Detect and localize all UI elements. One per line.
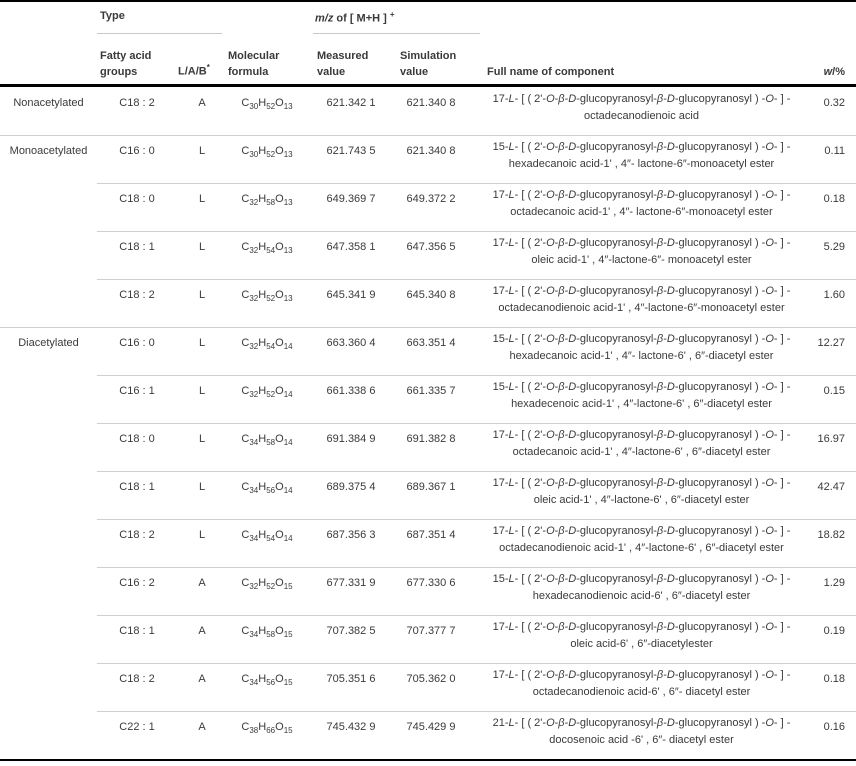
table-row [0, 183, 856, 231]
formula-header-line2: formula [228, 66, 269, 78]
table-row [0, 423, 856, 471]
full-name-line1: 17-L- [ ( 2'-O-β-D-glucopyranosyl-β-D-glucopyranosyl ) -O- ] - [492, 669, 791, 681]
table-row [0, 87, 856, 135]
full-name-line1: 17-L- [ ( 2'-O-β-D-glucopyranosyl-β-D-glucopyranosyl ) -O- ] - [492, 189, 791, 201]
fatty-acid-cell: C16 : 0 [119, 145, 155, 157]
weight-percent-cell: 18.82 [817, 529, 845, 541]
weight-percent-cell: 0.32 [823, 97, 845, 109]
molecular-formula-cell: $C_{34}H_{56}O_{15}$ [241, 673, 293, 688]
table-row [0, 135, 856, 183]
measured-value-header [307, 48, 395, 84]
mz-group-header [313, 2, 480, 34]
simulation-value-cell: 621.340 8 [406, 97, 456, 109]
molecular-formula-cell: $C_{32}H_{52}O_{13}$ [241, 289, 293, 304]
weight-percent-cell: 0.18 [823, 193, 845, 205]
full-name-line2: oleic acid-1' , 4″-lactone-6″- monoacetyl ester [531, 254, 752, 266]
lab-cell: L [198, 337, 206, 349]
weight-percent-cell: 0.19 [823, 625, 845, 637]
weight-percent-cell: 0.15 [823, 385, 845, 397]
simulation-value-cell: 649.372 2 [406, 193, 456, 205]
fatty-acid-cell: C18 : 2 [119, 97, 155, 109]
measured-value-cell: 745.432 9 [326, 721, 376, 733]
lab-cell: L [198, 289, 206, 301]
measured-value-cell: 621.743 5 [326, 145, 376, 157]
full-name-header [485, 64, 812, 84]
full-name-line2: octadecanodienoic acid-1' , 4″-lactone-6' , 6″-diacetyl ester [499, 542, 784, 554]
full-name-cell [485, 423, 812, 471]
full-name-line1: 15-L- [ ( 2'-O-β-D-glucopyranosyl-β-D-glucopyranosyl ) -O- ] - [492, 573, 791, 585]
row-separator [97, 567, 856, 568]
row-separator [97, 183, 856, 184]
weight-percent-cell: 42.47 [817, 481, 845, 493]
fatty-acid-cell: C22 : 1 [119, 721, 155, 733]
lab-cell: L [198, 529, 206, 541]
type-cell [0, 711, 97, 759]
table-row [0, 567, 856, 615]
mz-italic-label: m/z [315, 12, 334, 25]
type-group-label: Type [100, 10, 125, 22]
full-name-line2: octadecanodienoic acid [584, 110, 699, 122]
weight-percent-cell: 5.29 [823, 241, 845, 253]
type-cell [0, 519, 97, 567]
fatty-acid-cell: C18 : 1 [119, 241, 155, 253]
weight-percent-cell: 1.29 [823, 577, 845, 589]
full-name-line2: docosenoic acid -6' , 6″- diacetyl ester [549, 734, 734, 746]
full-name-cell [485, 663, 812, 711]
type-cell [0, 279, 97, 327]
full-name-line2: octadecanoic acid-1' , 4″- lactone-6″-monoacetyl ester [510, 206, 773, 218]
fatty-acid-cell: C18 : 0 [119, 433, 155, 445]
measured-value-cell: 687.356 3 [326, 529, 376, 541]
fatty-acid-groups-header [97, 48, 177, 84]
full-name-line1: 17-L- [ ( 2'-O-β-D-glucopyranosyl-β-D-glucopyranosyl ) -O- ] - [492, 621, 791, 633]
full-name-cell [485, 519, 812, 567]
measured-value-cell: 691.384 9 [326, 433, 376, 445]
row-separator [97, 279, 856, 280]
fatty-acid-cell: C18 : 2 [119, 289, 155, 301]
full-name-cell [485, 375, 812, 423]
header-column-row [0, 40, 856, 84]
fatty-acid-cell: C16 : 2 [119, 577, 155, 589]
table-row [0, 327, 856, 375]
molecular-formula-cell: $C_{32}H_{52}O_{14}$ [241, 385, 293, 400]
fatty-header-line2: groups [100, 66, 138, 78]
full-name-line1: 17-L- [ ( 2'-O-β-D-glucopyranosyl-β-D-glucopyranosyl ) -O- ] - [492, 429, 791, 441]
row-separator [97, 711, 856, 712]
simulation-value-cell: 661.335 7 [406, 385, 456, 397]
molecular-formula-cell: $C_{38}H_{66}O_{15}$ [241, 721, 293, 736]
fatty-header-line1: Fatty acid [100, 50, 152, 62]
lab-asterisk-superscript: * [206, 63, 210, 73]
molecular-formula-cell: $C_{32}H_{52}O_{15}$ [241, 577, 293, 592]
type-cell: Monoacetylated [9, 145, 88, 157]
type-cell [0, 375, 97, 423]
table-row [0, 519, 856, 567]
simulation-value-cell: 647.356 5 [406, 241, 456, 253]
molecular-formula-cell: $C_{32}H_{54}O_{13}$ [241, 241, 293, 256]
simulation-value-cell: 687.351 4 [406, 529, 456, 541]
full-name-line1: 15-L- [ ( 2'-O-β-D-glucopyranosyl-β-D-glucopyranosyl ) -O- ] - [492, 381, 791, 393]
weight-percent-cell: 0.16 [823, 721, 845, 733]
lab-cell: L [198, 145, 206, 157]
full-name-cell [485, 711, 812, 759]
molecular-formula-cell: $C_{34}H_{54}O_{14}$ [241, 529, 293, 544]
full-name-line1: 15-L- [ ( 2'-O-β-D-glucopyranosyl-β-D-glucopyranosyl ) -O- ] - [492, 141, 791, 153]
lab-cell: A [198, 625, 206, 637]
lab-cell: A [198, 721, 206, 733]
type-group-header [97, 2, 222, 34]
lab-header [177, 60, 227, 84]
full-name-line1: 17-L- [ ( 2'-O-β-D-glucopyranosyl-β-D-glucopyranosyl ) -O- ] - [492, 285, 791, 297]
full-name-cell [485, 183, 812, 231]
full-name-line1: 17-L- [ ( 2'-O-β-D-glucopyranosyl-β-D-glucopyranosyl ) -O- ] - [492, 525, 791, 537]
full-name-line2: octadecanodienoic acid-1' , 4″-lactone-6″-monoacetyl ester [498, 302, 785, 314]
full-name-line1: 15-L- [ ( 2'-O-β-D-glucopyranosyl-β-D-glucopyranosyl ) -O- ] - [492, 333, 791, 345]
table-row [0, 471, 856, 519]
full-name-cell [485, 567, 812, 615]
weight-percent-cell: 12.27 [817, 337, 845, 349]
measured-header-line1: Measured [317, 50, 369, 62]
type-cell [0, 231, 97, 279]
fatty-acid-cell: C18 : 1 [119, 481, 155, 493]
table-row [0, 663, 856, 711]
mz-plus-superscript: + [389, 10, 395, 19]
simulation-value-cell: 689.367 1 [406, 481, 456, 493]
lab-cell: L [198, 433, 206, 445]
row-separator [97, 471, 856, 472]
weight-percent-header [812, 64, 856, 84]
table-row [0, 231, 856, 279]
lab-cell: L [198, 481, 206, 493]
measured-value-cell: 689.375 4 [326, 481, 376, 493]
molecular-formula-cell: $C_{34}H_{58}O_{15}$ [241, 625, 293, 640]
fatty-acid-cell: C18 : 0 [119, 193, 155, 205]
type-cell [0, 471, 97, 519]
fatty-acid-cell: C16 : 1 [119, 385, 155, 397]
type-cell: Diacetylated [18, 337, 79, 349]
measured-value-cell: 677.331 9 [326, 577, 376, 589]
table-body [0, 87, 856, 759]
full-name-header-label: Full name of component [487, 66, 615, 78]
type-cell [0, 423, 97, 471]
molecular-formula-cell: $C_{32}H_{58}O_{13}$ [241, 193, 293, 208]
full-name-line1: 17-L- [ ( 2'-O-β-D-glucopyranosyl-β-D-glucopyranosyl ) -O- ] - [492, 237, 791, 249]
measured-value-cell: 621.342 1 [326, 97, 376, 109]
full-name-line2: hexadecanoic acid-1' , 4″- lactone-6' , 6″-diacetyl ester [509, 350, 774, 362]
type-cell [0, 615, 97, 663]
full-name-cell [485, 327, 812, 375]
weight-percent-cell: 0.18 [823, 673, 845, 685]
row-separator [97, 231, 856, 232]
measured-header-line2: value [317, 66, 346, 78]
measured-value-cell: 707.382 5 [326, 625, 376, 637]
table-row [0, 279, 856, 327]
full-name-line1: 21-L- [ ( 2'-O-β-D-glucopyranosyl-β-D-glucopyranosyl ) -O- ] - [492, 717, 791, 729]
fatty-acid-cell: C18 : 2 [119, 673, 155, 685]
full-name-cell [485, 87, 812, 135]
measured-value-cell: 645.341 9 [326, 289, 376, 301]
row-separator [97, 423, 856, 424]
lab-cell: L [198, 385, 206, 397]
measured-value-cell: 649.369 7 [326, 193, 376, 205]
lab-cell: L [198, 241, 206, 253]
row-separator [0, 135, 856, 136]
table-bottom-rule [0, 759, 856, 761]
lab-cell: A [198, 577, 206, 589]
full-name-line2: oleic acid-6' , 6″-diacetylester [570, 638, 713, 650]
full-name-line2: octadecanoic acid-1' , 4″-lactone-6' , 6″-diacetyl ester [512, 446, 771, 458]
fatty-acid-cell: C18 : 2 [119, 529, 155, 541]
lab-cell: A [198, 673, 206, 685]
empty-header-cell [0, 80, 97, 84]
formula-header-line1: Molecular [228, 50, 280, 62]
lab-cell: A [198, 97, 206, 109]
lab-header-label: L/A/B [178, 66, 207, 78]
full-name-cell [485, 615, 812, 663]
full-name-line2: hexadecenoic acid-1' , 4″-lactone-6' , 6″-diacetyl ester [511, 398, 772, 410]
molecular-formula-cell: $C_{30}H_{52}O_{13}$ [241, 97, 293, 112]
simulation-value-cell: 645.340 8 [406, 289, 456, 301]
table-row [0, 711, 856, 759]
simulation-value-cell: 705.362 0 [406, 673, 456, 685]
full-name-line2: hexadecanoic acid-1' , 4″- lactone-6″-monoacetyl ester [508, 158, 775, 170]
row-separator [97, 375, 856, 376]
full-name-line1: 17-L- [ ( 2'-O-β-D-glucopyranosyl-β-D-glucopyranosyl ) -O- ] - [492, 477, 791, 489]
weight-percent-cell: 16.97 [817, 433, 845, 445]
table-row [0, 615, 856, 663]
molecular-formula-cell: $C_{30}H_{52}O_{13}$ [241, 145, 293, 160]
type-cell [0, 183, 97, 231]
molecular-formula-cell: $C_{34}H_{58}O_{14}$ [241, 433, 293, 448]
table-header [0, 2, 856, 87]
weight-percent-cell: 1.60 [823, 289, 845, 301]
simulation-value-header [395, 48, 485, 84]
w-rest-label: /% [832, 66, 845, 78]
row-separator [97, 663, 856, 664]
fatty-acid-cell: C16 : 0 [119, 337, 155, 349]
full-name-cell [485, 135, 812, 183]
simulation-value-cell: 663.351 4 [406, 337, 456, 349]
simulation-value-cell: 621.340 8 [406, 145, 456, 157]
full-name-cell [485, 279, 812, 327]
row-separator [0, 327, 856, 328]
type-cell [0, 567, 97, 615]
full-name-line2: oleic acid-1' , 4″-lactone-6' , 6″-diacetyl ester [533, 494, 750, 506]
molecular-formula-header [227, 48, 307, 84]
w-italic-label: w [823, 66, 833, 78]
simulation-value-cell: 707.377 7 [406, 625, 456, 637]
molecular-formula-cell: $C_{32}H_{54}O_{14}$ [241, 337, 293, 352]
measured-value-cell: 661.338 6 [326, 385, 376, 397]
simulation-value-cell: 677.330 6 [406, 577, 456, 589]
table-row [0, 375, 856, 423]
lab-cell: L [198, 193, 206, 205]
molecular-formula-cell: $C_{34}H_{56}O_{14}$ [241, 481, 293, 496]
measured-value-cell: 647.358 1 [326, 241, 376, 253]
simulation-header-line2: value [400, 66, 429, 78]
type-cell [0, 663, 97, 711]
header-group-row [0, 2, 856, 40]
full-name-line2: hexadecanodienoic acid-6' , 6″-diacetyl ester [532, 590, 751, 602]
measured-value-cell: 705.351 6 [326, 673, 376, 685]
weight-percent-cell: 0.11 [824, 145, 845, 157]
full-name-line1: 17-L- [ ( 2'-O-β-D-glucopyranosyl-β-D-glucopyranosyl ) -O- ] - [492, 93, 791, 105]
measured-value-cell: 663.360 4 [326, 337, 376, 349]
type-cell: Nonacetylated [13, 97, 84, 109]
full-name-cell [485, 231, 812, 279]
row-separator [97, 519, 856, 520]
simulation-value-cell: 745.429 9 [406, 721, 456, 733]
simulation-header-line1: Simulation [400, 50, 457, 62]
row-separator [97, 615, 856, 616]
full-name-line2: octadecanodienoic acid-6' , 6″- diacetyl ester [532, 686, 751, 698]
fatty-acid-cell: C18 : 1 [119, 625, 155, 637]
simulation-value-cell: 691.382 8 [406, 433, 456, 445]
full-name-cell [485, 471, 812, 519]
mz-rest-label: of [ M+H ] [333, 12, 390, 25]
